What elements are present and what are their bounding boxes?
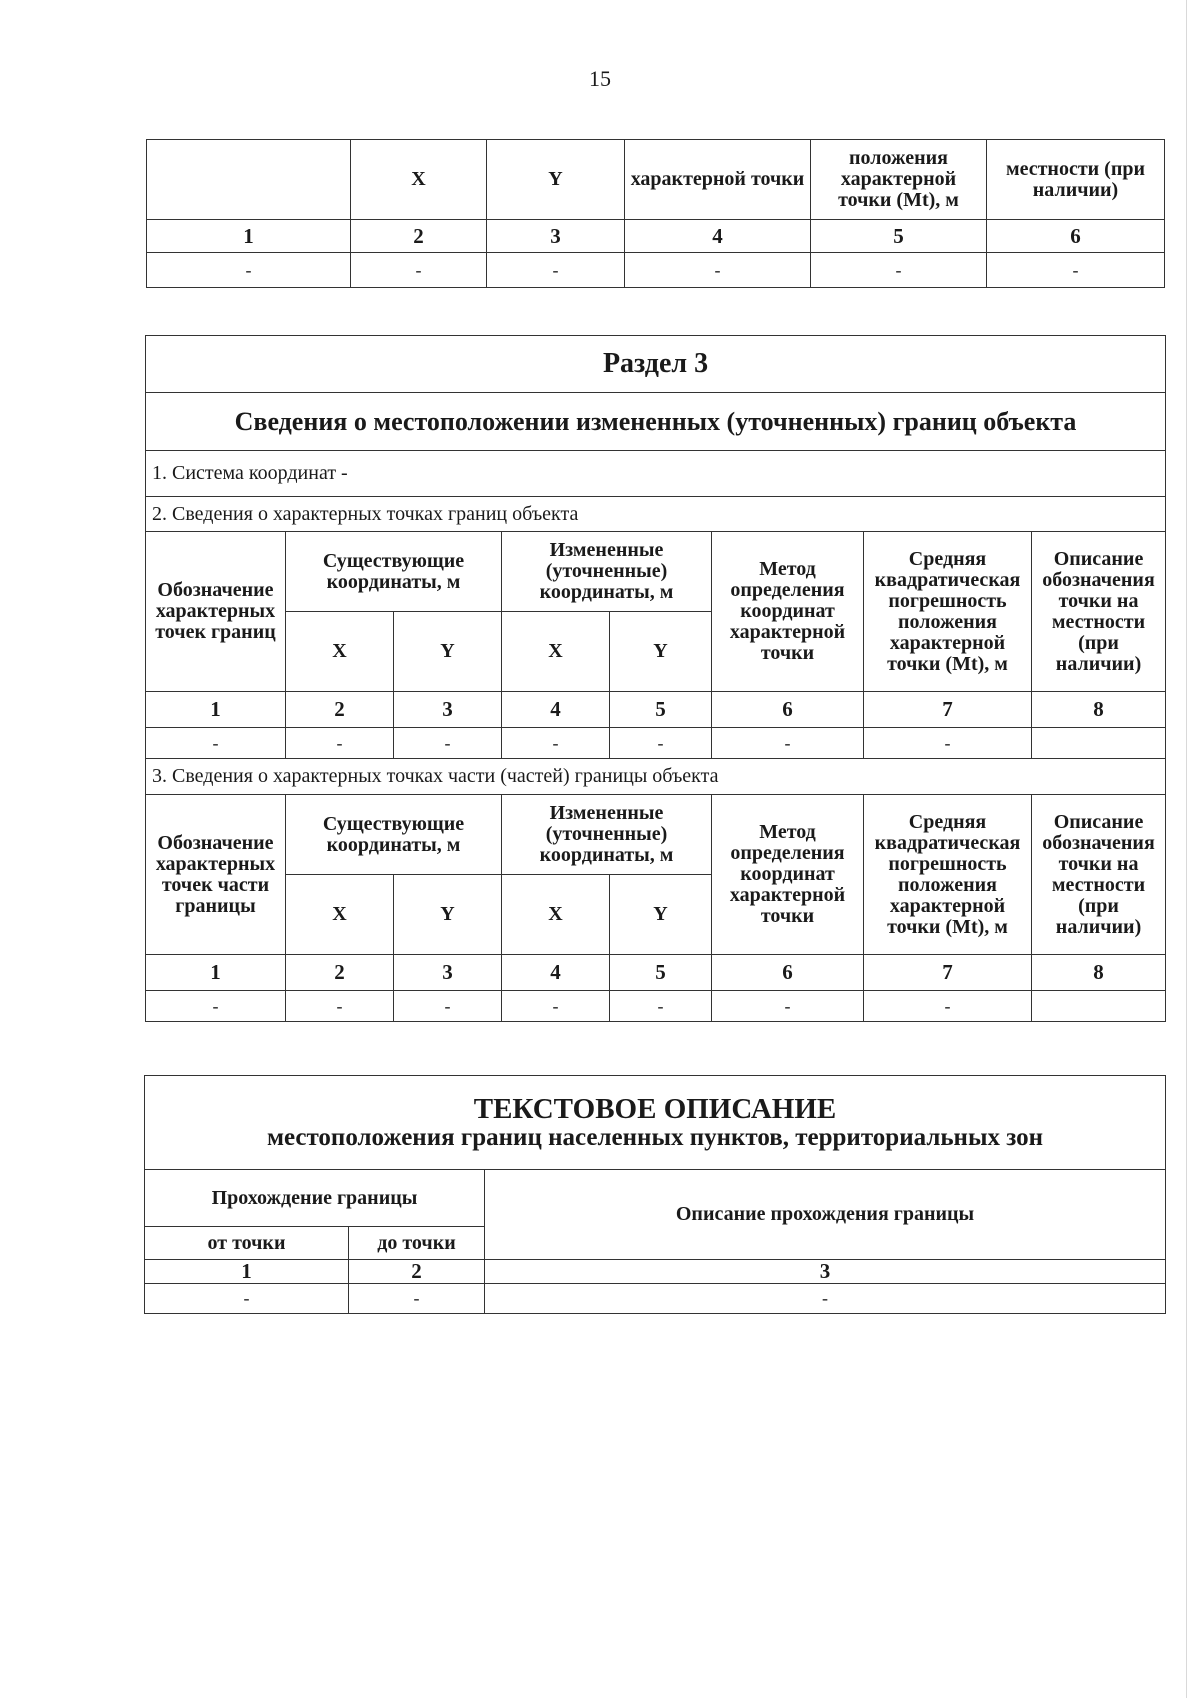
table-cell: - xyxy=(146,728,286,759)
boundary-points-heading: 2. Сведения о характерных точках границ объекта xyxy=(146,497,1166,532)
table-cell: - xyxy=(145,1284,349,1314)
table-cell: - xyxy=(502,991,610,1022)
column-number: 3 xyxy=(487,220,625,253)
column-number: 7 xyxy=(864,955,1032,991)
table-cell: - xyxy=(286,991,394,1022)
header-y: Y xyxy=(394,875,502,955)
page-edge xyxy=(1186,0,1187,1698)
header-mean-error: Средняя квадратическая погрешность положения характерной точки (Mt), м xyxy=(864,795,1032,955)
header-y: Y xyxy=(394,612,502,692)
header-designation: Обозначение характерных точек части границы xyxy=(146,795,286,955)
table-cell: - xyxy=(351,253,487,288)
column-number: 4 xyxy=(625,220,811,253)
header-y: Y xyxy=(610,875,712,955)
table-cell xyxy=(1032,991,1166,1022)
header-x: X xyxy=(502,875,610,955)
column-number: 1 xyxy=(147,220,351,253)
column-number: 3 xyxy=(394,955,502,991)
table-cell: - xyxy=(349,1284,485,1314)
table-cell xyxy=(1032,728,1166,759)
text-description-title: ТЕКСТОВОЕ ОПИСАНИЕ xyxy=(473,1093,837,1126)
header-changed-coordinates: Измененные (уточненные) координаты, м xyxy=(502,532,712,612)
header-x: X xyxy=(286,875,394,955)
header-method: Метод определения координат характерной точки xyxy=(712,532,864,692)
table-cell: - xyxy=(485,1284,1166,1314)
table-row xyxy=(145,1284,1166,1314)
text-description-table xyxy=(144,1075,1166,1314)
section3-table xyxy=(145,335,1166,1022)
table-cell: - xyxy=(864,991,1032,1022)
header-cell: характерной точки xyxy=(625,140,811,220)
table-cell: - xyxy=(610,728,712,759)
column-number: 6 xyxy=(712,692,864,728)
column-number: 1 xyxy=(145,1260,349,1284)
header-x: X xyxy=(502,612,610,692)
section-subtitle: Сведения о местоположении измененных (уточненных) границ объекта xyxy=(146,393,1166,451)
column-number: 2 xyxy=(351,220,487,253)
page-number: 15 xyxy=(589,66,611,91)
header-passage-description: Описание прохождения границы xyxy=(485,1170,1166,1260)
section-title: Раздел 3 xyxy=(146,336,1166,393)
column-number: 3 xyxy=(485,1260,1166,1284)
header-method: Метод определения координат характерной точки xyxy=(712,795,864,955)
table-cell: - xyxy=(625,253,811,288)
header-boundary-passage: Прохождение границы xyxy=(145,1170,485,1227)
table-cell: - xyxy=(146,991,286,1022)
column-number: 2 xyxy=(349,1260,485,1284)
text-description-subtitle: местоположения границ населенных пунктов, территориальных зон xyxy=(266,1123,1044,1151)
table-cell: - xyxy=(712,728,864,759)
column-number: 8 xyxy=(1032,692,1166,728)
table-header-row xyxy=(147,140,1165,220)
header-point-description: Описание обозначения точки на местности (при наличии) xyxy=(1032,532,1166,692)
header-cell: Y xyxy=(487,140,625,220)
header-cell: положения характерной точки (Mt), м xyxy=(811,140,987,220)
table-cell: - xyxy=(502,728,610,759)
column-number: 2 xyxy=(286,692,394,728)
table-cell: - xyxy=(147,253,351,288)
column-number: 6 xyxy=(987,220,1165,253)
table-row xyxy=(146,991,1166,1022)
column-number: 4 xyxy=(502,692,610,728)
column-number: 5 xyxy=(610,692,712,728)
column-number: 3 xyxy=(394,692,502,728)
header-y: Y xyxy=(610,612,712,692)
header-changed-coordinates: Измененные (уточненные) координаты, м xyxy=(502,795,712,875)
table-cell: - xyxy=(712,991,864,1022)
text-description-heading xyxy=(145,1076,1166,1170)
header-mean-error: Средняя квадратическая погрешность положения характерной точки (Mt), м xyxy=(864,532,1032,692)
table-cell: - xyxy=(811,253,987,288)
header-cell: X xyxy=(351,140,487,220)
table-cell: - xyxy=(987,253,1165,288)
boundary-part-points-heading: 3. Сведения о характерных точках части (частей) границы объекта xyxy=(146,759,1166,795)
column-number: 7 xyxy=(864,692,1032,728)
column-number: 6 xyxy=(712,955,864,991)
table-row xyxy=(146,728,1166,759)
column-number: 4 xyxy=(502,955,610,991)
header-cell: местности (при наличии) xyxy=(987,140,1165,220)
column-number: 1 xyxy=(146,955,286,991)
table-row xyxy=(147,253,1165,288)
header-existing-coordinates: Существующие координаты, м xyxy=(286,795,502,875)
header-existing-coordinates: Существующие координаты, м xyxy=(286,532,502,612)
table-cell: - xyxy=(487,253,625,288)
table-cell: - xyxy=(394,991,502,1022)
column-number-row xyxy=(147,220,1165,253)
table-cell: - xyxy=(610,991,712,1022)
table-cell: - xyxy=(394,728,502,759)
column-number: 8 xyxy=(1032,955,1166,991)
continued-points-table xyxy=(146,139,1165,288)
header-point-description: Описание обозначения точки на местности (при наличии) xyxy=(1032,795,1166,955)
column-number: 5 xyxy=(610,955,712,991)
header-designation: Обозначение характерных точек границ xyxy=(146,532,286,692)
column-number: 5 xyxy=(811,220,987,253)
header-to-point: до точки xyxy=(349,1227,485,1260)
table-cell: - xyxy=(864,728,1032,759)
header-x: X xyxy=(286,612,394,692)
table-cell: - xyxy=(286,728,394,759)
column-number: 1 xyxy=(146,692,286,728)
coordinate-system: 1. Система координат - xyxy=(146,451,1166,497)
header-from-point: от точки xyxy=(145,1227,349,1260)
header-cell xyxy=(147,140,351,220)
column-number: 2 xyxy=(286,955,394,991)
